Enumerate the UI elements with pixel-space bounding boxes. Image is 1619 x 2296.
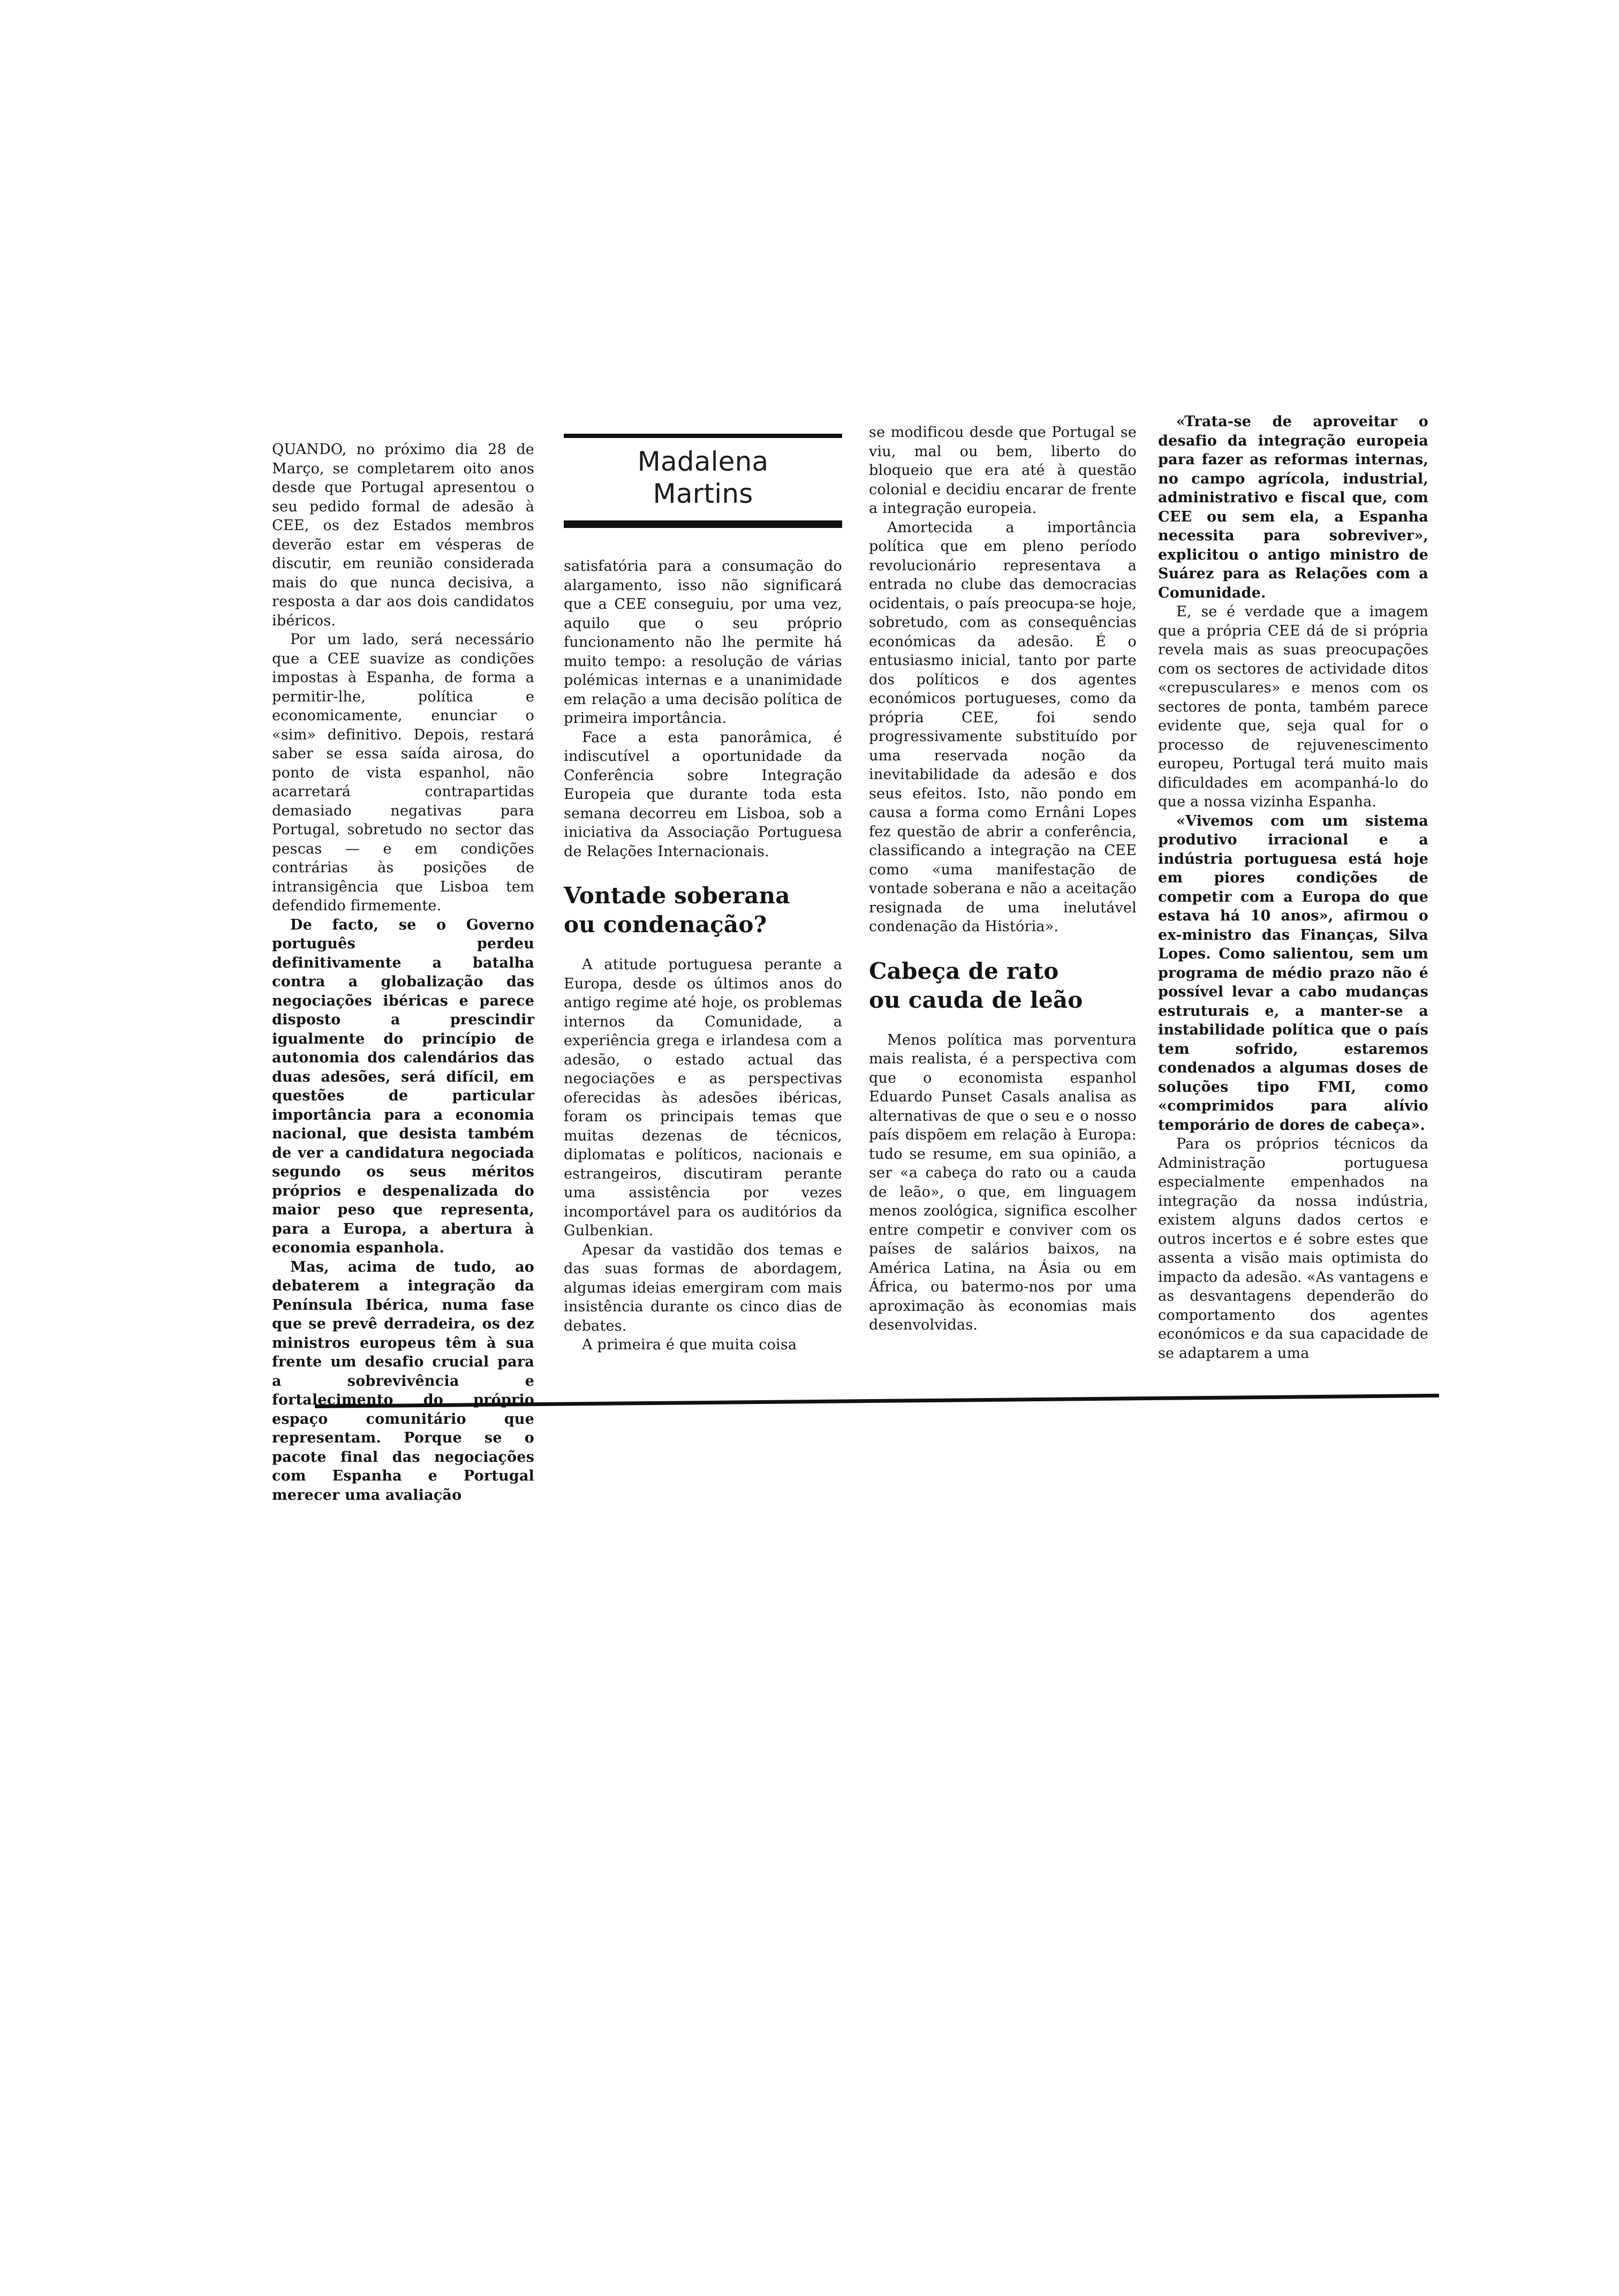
article-column-2: [564, 412, 842, 1355]
paragraph: Por um lado, será necessário que a CEE suavize as condições impostas à Espanha, de forma a permitir-lhe, política e economicamente, enunciar o «sim» definitivo. Depois, restará saber se essa saída airosa, do ponto de vista espanhol, não acarretará contrapartidas demasiado negativas para Portugal, sobretudo no sector das pescas — e em condições contrárias às posições de intransigência que Lisboa tem defendido firmemente.: [272, 631, 534, 914]
paragraph: E, se é verdade que a imagem que a própria CEE dá de si própria revela mais as suas preocupações com os sectores de actividade ditos «crepusculares» e menos com os sectores de ponta, também parece evidente que, seja qual for o processo de rejuvenescimento europeu, Portugal terá muito mais dificuldades em acompanhá-lo do que a nossa vizinha Espanha.: [1158, 603, 1428, 810]
author-last-name: Martins: [653, 478, 753, 509]
byline-rule-top: [564, 434, 842, 438]
paragraph: «Trata-se de aproveitar o desafio da integração europeia para fazer as reformas internas, no campo agrícola, industrial, administrativo e fiscal que, com CEE ou sem ela, a Espanha necessita para sobreviver», explicitou o antigo ministro de Suárez para as Relações com a Comunidade.: [1158, 413, 1428, 601]
subheading-line: Cabeça de rato: [869, 957, 1059, 984]
byline-rule-bottom: [564, 520, 842, 528]
paragraph: Face a esta panorâmica, é indiscutível a oportunidade da Conferência sobre Integração Europeia que durante toda esta semana decorreu em Lisboa, sob a iniciativa da Associação Portuguesa de Relações Internacionais.: [564, 729, 842, 860]
paragraph: QUANDO, no próximo dia 28 de Março, se completarem oito anos desde que Portugal apresentou o seu pedido formal de adesão à CEE, os dez Estados membros deverão estar em vésperas de discutir, em reunião considerada mais do que nunca decisiva, a resposta a dar aos dois candidatos ibéricos.: [272, 441, 534, 629]
paragraph: «Vivemos com um sistema produtivo irracional e a indústria portuguesa está hoje em piores condições de competir com a Europa do que estava há 10 anos», afirmou o ex-ministro das Finanças, Silva Lopes. Como salientou, sem um programa de médio prazo não é possível levar a cabo mudanças estruturais e, a manter-se a instabilidade política que o país tem sofrido, estaremos condenados a algumas doses de soluções tipo FMI, como «comprimidos para alívio temporário de dores de cabeça».: [1158, 812, 1428, 1134]
subheading: [869, 957, 1137, 1015]
paragraph: Para os próprios técnicos da Administração portuguesa especialmente empenhados na integração da nossa indústria, existem alguns dados certos e outros incertos e é sobre estes que assenta a visão mais optimista do impacto da adesão. «As vantagens e as desvantagens dependerão do comportamento dos agentes económicos e da sua capacidade de se adaptarem a uma: [1158, 1136, 1428, 1362]
article-column-4: [1158, 412, 1428, 1363]
paragraph: De facto, se o Governo português perdeu definitivamente a batalha contra a globalização das negociações ibéricas e parece disposto a prescindir igualmente do princípio de autonomia dos calendários das duas adesões, será difícil, em questões de particular importância para a economia nacional, que desista também de ver a candidatura negociada segundo os seus méritos próprios e despenalizada do maior peso que representa, para a Europa, a abertura à economia espanhola.: [272, 916, 534, 1256]
newspaper-clipping: [272, 412, 1439, 1504]
paragraph: Mas, acima de tudo, ao debaterem a integração da Península Ibérica, numa fase que se prevê derradeira, os dez ministros europeus têm à sua frente um desafio crucial para a sobrevivência e fortalecimento do próprio espaço comunitário que representam. Porque se o pacote final das negociações com Espanha e Portugal merecer uma avaliação: [272, 1258, 534, 1504]
subheading-line: ou condenação?: [564, 911, 767, 938]
paragraph: satisfatória para a consumação do alargamento, isso não significará que a CEE conseguiu, por uma vez, aquilo que o seu próprio funcionamento não lhe permite há muito tempo: a resolução de várias polémicas internas e a unanimidade em relação a uma decisão política de primeira importância.: [564, 558, 842, 727]
subheading-line: ou cauda de leão: [869, 986, 1083, 1013]
subheading: [564, 881, 842, 939]
paragraph: se modificou desde que Portugal se viu, mal ou bem, liberto do bloqueio que era até à questão colonial e decidiu encarar de frente a integração europeia.: [869, 424, 1137, 517]
paragraph: Apesar da vastidão dos temas e das suas formas de abordagem, algumas ideias emergiram com mais insistência durante os cinco dias de debates.: [564, 1241, 842, 1334]
paragraph: Amortecida a importância política que em pleno período revolucionário representava a entrada no clube das democracias ocidentais, o país preocupa-se hoje, sobretudo, com as consequências económicas da adesão. É o entusiasmo inicial, tanto por parte dos políticos e dos agentes económicos portugueses, como da própria CEE, foi sendo progressivamente substituído por uma reservada noção da inevitabilidade da adesão e dos seus efeitos. Isto, não pondo em causa a forma como Ernâni Lopes fez questão de abrir a conferência, classificando a integração na CEE como «uma manifestação de vontade soberana e não a aceitação resignada de uma inelutável condenação da História».: [869, 519, 1137, 935]
article-column-3: [869, 423, 1137, 1335]
paragraph: A atitude portuguesa perante a Europa, desde os últimos anos do antigo regime até hoje, os problemas internos da Comunidade, a experiência grega e irlandesa com a adesão, o estado actual das negociações e as perspectivas oferecidas às adesões ibéricas, foram os principais temas que muitas dezenas de técnicos, diplomatas e políticos, nacionais e estrangeiros, discutiram perante uma assistência por vezes incomportável para os auditórios da Gulbenkian.: [564, 956, 842, 1239]
paragraph: A primeira é que muita coisa: [582, 1336, 797, 1353]
subheading-line: Vontade soberana: [564, 882, 790, 909]
paragraph: Menos política mas porventura mais realista, é a perspectiva com que o economista espanhol Eduardo Punset Casals analisa as alternativas de que o seu e o nosso país dispõem em relação à Europa: tudo se resume, em sua opinião, a ser «a cabeça do rato ou a cauda de leão», o que, em linguagem menos zoológica, significa escolher entre competir e conviver com os países de salários baixos, na América Latina, na Ásia ou em África, ou batermo-nos por uma aproximação às economias mais desenvolvidas.: [869, 1031, 1137, 1333]
article-column-1: [272, 440, 534, 1505]
author-name: [564, 445, 842, 510]
byline: [564, 412, 842, 509]
author-first-name: Madalena: [637, 446, 769, 477]
